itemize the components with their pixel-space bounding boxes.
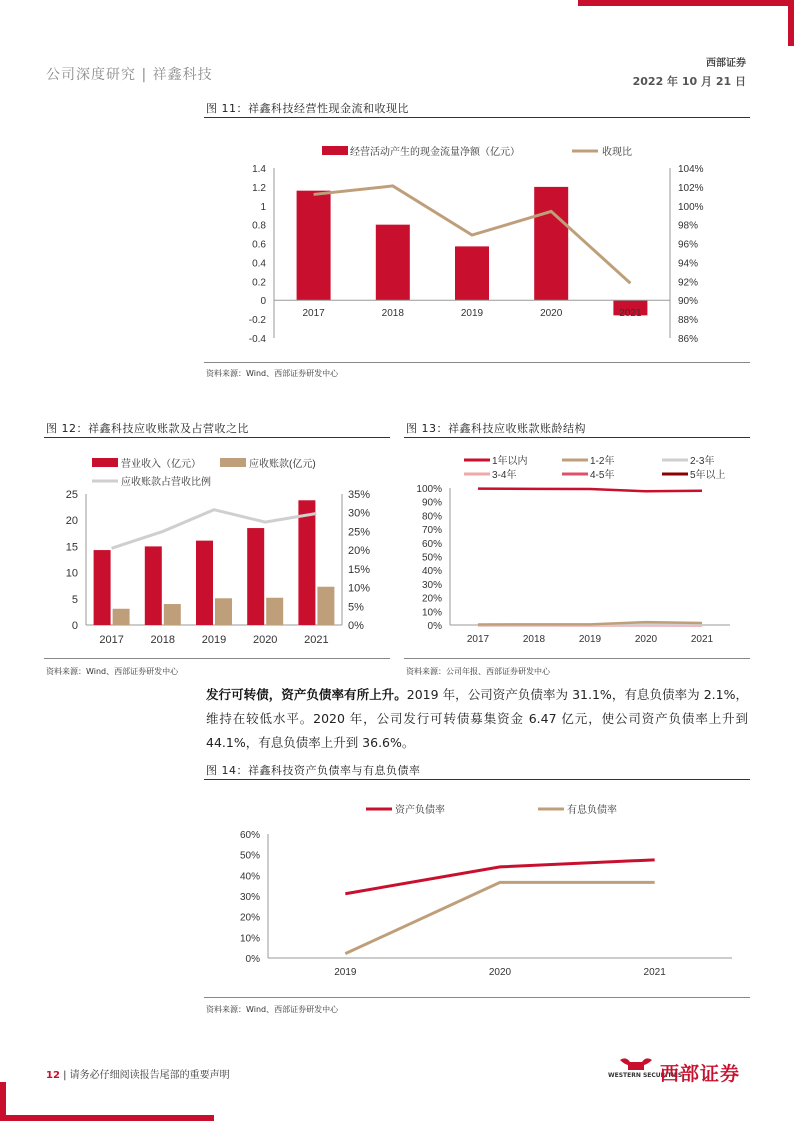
fig13-y-tick: 30% [421, 579, 442, 591]
fig12-x-tick: 2018 [150, 634, 176, 646]
logo-en: WESTERN SECURITIES [608, 1072, 683, 1079]
fig12-left-tick: 15 [65, 541, 78, 554]
fig12-left-tick: 5 [71, 593, 78, 606]
fig11-right-tick: 90% [678, 296, 699, 308]
fig12-left-tick: 10 [65, 567, 78, 580]
fig14-y-tick: 0% [245, 954, 260, 965]
fig11-left-tick: 1.2 [252, 182, 266, 194]
fig11-top-rule [204, 117, 750, 118]
fig13-y-tick: 100% [416, 484, 442, 495]
fig13-legend-label: 1年以内 [492, 456, 528, 467]
corner-decoration-top-v [788, 0, 794, 46]
fig13-x-tick: 2018 [522, 634, 546, 645]
fig11-x-tick: 2018 [381, 308, 404, 320]
fig11-left-tick: 1.4 [252, 164, 266, 175]
fig13-y-tick: 50% [421, 552, 442, 564]
fig11-right-tick: 94% [678, 258, 699, 270]
fig14-y-tick: 60% [239, 830, 260, 841]
fig11-right-tick: 100% [678, 201, 704, 213]
fig11-title: 图 11：祥鑫科技经营性现金流和收现比 [206, 102, 409, 115]
fig12-right-tick: 0% [348, 620, 364, 632]
fig12-legend-rev-swatch [92, 458, 118, 467]
fig12-legend-ratio-label: 应收账款占营收比例 [121, 477, 211, 488]
fig14-line-series [345, 882, 654, 953]
fig13-y-tick: 10% [421, 607, 442, 619]
fig12-x-tick: 2020 [252, 634, 278, 646]
fig13-y-tick: 20% [421, 593, 442, 605]
fig11-right-tick: 92% [678, 277, 699, 289]
logo-cn: 西部证券 [660, 1063, 741, 1085]
fig13-y-tick: 40% [421, 566, 442, 578]
fig14-top-rule [204, 779, 750, 780]
fig11-left-tick: -0.4 [248, 334, 266, 345]
bull-logo-icon [618, 1056, 654, 1072]
fig12-x-tick: 2019 [201, 634, 227, 646]
header-brand: 西部证券 [706, 58, 746, 69]
fig12-bottom-rule [44, 658, 390, 659]
fig11-source: 资料来源：Wind、西部证券研发中心 [206, 369, 339, 378]
fig12-bar-receivable [317, 587, 334, 625]
fig11-right-tick: 104% [678, 164, 704, 175]
fig11-x-tick: 2020 [540, 308, 563, 320]
fig11-right-tick: 102% [678, 182, 704, 194]
corner-decoration-bottom [0, 1115, 214, 1121]
fig12-x-tick: 2021 [304, 634, 329, 646]
fig11-right-tick: 96% [678, 239, 699, 251]
fig13-y-tick: 80% [421, 511, 442, 523]
fig11-bar [376, 225, 410, 301]
corner-decoration-top [578, 0, 794, 6]
fig13-bottom-rule [404, 658, 750, 659]
fig12-left-tick: 25 [65, 489, 78, 501]
fig11-left-tick: 0.8 [252, 220, 266, 232]
fig12-legend-rev-label: 营业收入（亿元） [121, 459, 201, 470]
fig12-chart [44, 440, 390, 655]
fig11-bar [455, 246, 489, 300]
footer [46, 1066, 230, 1081]
fig12-right-tick: 15% [348, 563, 371, 576]
fig11-x-tick: 2019 [460, 308, 484, 320]
footer-note: | 请务必仔细阅读报告尾部的重要声明 [63, 1070, 230, 1081]
fig14-y-tick: 30% [239, 892, 260, 903]
fig12-legend-ar-label: 应收账款(亿元) [249, 459, 316, 470]
fig14-line-series [345, 860, 654, 894]
paragraph-text: 2019 年，公司资产负债率为 31.1%，有息负债率为 2.1%，维持在较低水平。2020 年，公司发行可转债募集资金 6.47 亿元，使公司资产负债率上升到 44.1%，有息负债率上升到 36.6%。 [206, 687, 748, 750]
fig11-bar [534, 187, 568, 300]
fig14-title: 图 14：祥鑫科技资产负债率与有息负债率 [206, 764, 421, 777]
fig12-right-tick: 25% [348, 526, 371, 539]
fig13-x-tick: 2019 [578, 634, 602, 645]
fig13-legend-label: 5年以上 [690, 470, 726, 481]
fig11-x-tick: 2017 [302, 308, 325, 320]
fig11-x-tick: 2021 [619, 308, 642, 320]
fig14-bottom-rule [204, 997, 750, 998]
fig12-right-tick: 10% [348, 582, 371, 595]
fig12-right-tick: 30% [348, 507, 371, 520]
fig14-y-tick: 10% [239, 933, 260, 945]
fig12-bar-revenue [247, 528, 264, 625]
header-right [633, 54, 746, 89]
fig13-legend-label: 2-3年 [690, 456, 715, 467]
fig12-right-tick: 5% [348, 601, 364, 614]
fig11-right-tick: 86% [678, 334, 699, 345]
fig13-x-tick: 2021 [690, 634, 714, 645]
fig12-bar-revenue [94, 550, 111, 625]
fig14-x-tick: 2019 [334, 967, 357, 978]
paragraph-lead: 发行可转债，资产负债率有所上升。 [206, 687, 407, 702]
fig12-bar-revenue [298, 500, 315, 625]
fig13-title: 图 13：祥鑫科技应收账款账龄结构 [406, 422, 586, 435]
fig12-top-rule [44, 437, 390, 438]
fig11-right-tick: 88% [678, 315, 699, 327]
fig12-bar-revenue [145, 546, 162, 625]
fig12-title: 图 12：祥鑫科技应收账款及占营收之比 [46, 422, 249, 435]
fig13-legend-label: 3-4年 [492, 470, 517, 481]
fig13-chart [404, 440, 750, 655]
fig12-source: 资料来源：Wind、西部证券研发中心 [46, 667, 179, 676]
fig11-bar [297, 191, 331, 301]
fig11-left-tick: -0.2 [248, 315, 266, 327]
fig12-bar-receivable [164, 604, 181, 625]
fig13-source: 资料来源：公司年报、西部证券研发中心 [406, 667, 550, 676]
header-report-type: 公司深度研究 | 祥鑫科技 [46, 67, 213, 83]
fig11-chart [204, 120, 750, 360]
corner-decoration-bottom-v [0, 1082, 6, 1121]
fig11-left-tick: 1 [260, 201, 266, 213]
fig13-top-rule [404, 437, 750, 438]
body-paragraph [206, 683, 748, 755]
fig12-left-tick: 0 [71, 620, 78, 632]
fig11-legend-bar-label: 经营活动产生的现金流量净额（亿元） [350, 147, 520, 158]
fig14-x-tick: 2021 [643, 967, 666, 978]
fig13-y-tick: 60% [421, 538, 442, 550]
fig11-bottom-rule [204, 362, 750, 363]
fig12-line-ratio [112, 510, 317, 549]
fig14-legend-a-label: 资产负债率 [395, 805, 445, 816]
fig14-y-tick: 50% [239, 850, 260, 862]
fig12-left-tick: 20 [65, 515, 78, 528]
fig14-x-tick: 2020 [488, 967, 512, 978]
fig11-left-tick: 0.4 [252, 258, 266, 270]
fig11-legend-line-label: 收现比 [602, 147, 632, 158]
fig14-y-tick: 40% [239, 871, 260, 883]
fig12-x-tick: 2017 [99, 634, 124, 646]
fig11-left-tick: 0.6 [252, 239, 266, 251]
fig13-legend-label: 4-5年 [590, 470, 615, 481]
fig12-legend-ar-swatch [220, 458, 246, 467]
fig11-legend-bar-swatch [322, 146, 348, 155]
fig11-right-tick: 98% [678, 220, 699, 232]
fig13-y-tick: 70% [421, 525, 442, 537]
fig13-y-tick: 90% [421, 497, 442, 509]
fig12-bar-receivable [215, 598, 232, 625]
page-number: 12 [46, 1070, 60, 1081]
fig12-right-tick: 20% [348, 545, 371, 558]
fig13-line-series [478, 489, 702, 492]
fig13-x-tick: 2020 [634, 634, 658, 645]
fig13-legend-label: 1-2年 [590, 456, 615, 467]
fig14-y-tick: 20% [239, 912, 260, 924]
fig12-right-tick: 35% [348, 489, 371, 501]
fig12-bar-receivable [113, 609, 130, 625]
fig14-legend-b-label: 有息负债率 [567, 805, 617, 816]
fig13-y-tick: 0% [427, 621, 442, 632]
fig14-source: 资料来源：Wind、西部证券研发中心 [206, 1005, 339, 1014]
fig11-left-tick: 0 [260, 296, 266, 308]
header-date: 2022 年 10 月 21 日 [632, 75, 746, 88]
fig13-x-tick: 2017 [466, 634, 490, 645]
fig11-left-tick: 0.2 [252, 277, 266, 289]
fig12-bar-revenue [196, 541, 213, 625]
fig14-chart [204, 782, 750, 994]
fig12-bar-receivable [266, 598, 283, 625]
